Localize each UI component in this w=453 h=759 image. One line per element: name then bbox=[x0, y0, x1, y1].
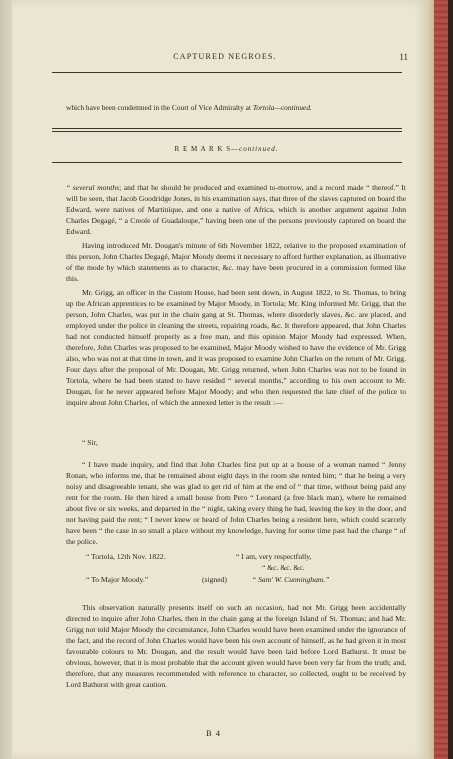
paragraph-3 bbox=[66, 287, 406, 409]
remarks-heading-italic: continued. bbox=[239, 145, 279, 153]
paragraph-4 bbox=[66, 602, 406, 690]
paragraph-2-text: Having introduced Mr. Dougan's minute of 6th November 1822, relative to the proposed examination of this person, John Charles Degagé, Major Moody deems it necessary to afford further explanation, as illustrative of the mode by which statements as to character, &c. may have been procured in a commission formed like this. bbox=[66, 241, 406, 284]
continued-line-text: which have been condemned in the Court of Vice Admiralty at bbox=[66, 103, 253, 112]
paragraph-1-text: ; and that he should be produced and examined to-morrow, and a record made “ thereof.” It will be seen, that Jacob Goodridge Jones, in his examination says, that three of the slaves captured on board the Edward, were natives of Martinique, and one a native of Africa, which is another argument against John Charles Degagé, “ a Creole of Guadaloupe,” having been one of the persons previously captured on board the Edward. bbox=[66, 183, 406, 237]
letter-sign-row-3 bbox=[66, 574, 406, 585]
letter-etc: “ &c. &c. &c. bbox=[262, 563, 305, 573]
letter-closing: “ I am, very respectfully, bbox=[236, 552, 312, 562]
paragraph-3-text: Mr. Grigg, an officer in the Custom House, had been sent down, in August 1822, to St. Thomas, to bring up the African apprentices to be examined by Major Moody, in Tortola; Mr. King informed Mr. Grigg, that the person, John Charles, was put in the chain gang at St. Thomas, where disorderly slaves, &c. are placed, and employed under the police in cleaning the streets, repairing roads, &c. It therefore appeared, that John Charles had not conducted himself properly as a free man, and this opinion Major Moody had expressed. When, therefore, John Charles was proposed to be examined, Major Moody wished to have the evidence of Mr. Grigg also, who was not at that time in town, and it was proposed to examine John Charles on the return of Mr. Grigg. Four days after the proposal of Mr. Dougan, Mr. Grigg returned, when John Charles was not to be found in Tortola, where he had been stated to have resided “ several months,” according to his own account to Mr. Dougan, for he never appeared before Major Moody; and who then requested the late chief of the police to inquire about John Charles, of which the annexed letter is the result :— bbox=[66, 288, 406, 408]
paragraph-4-text: This observation naturally presents itself on such an occasion, had not Mr. Grigg been accidentally directed to inquire after John Charles, then in the chain gang at the foreign Island of St. Thomas; and had Mr. Grigg not told Major Moody the circumstance, John Charles would have been examined under the ignorance of the fact, and the record of John Charles would have been his own account of himself, as he had given it in most favourable colours to Mr. Dougan, and the result would have been laid before Lord Bathurst. It must be obvious, however, that it is most probable that the account given would have been very far from the truth; and, therefore, that any measures recommended with reference to character, so collected, ought to be received by Lord Bathurst with great caution. bbox=[66, 603, 406, 690]
letter-addressee: “ To Major Moody.” bbox=[86, 574, 149, 584]
section-rule bbox=[52, 128, 402, 129]
letter-sign-row-2 bbox=[66, 562, 406, 573]
paragraph-2 bbox=[66, 240, 406, 284]
page-header bbox=[40, 52, 410, 66]
background-edge bbox=[448, 0, 453, 759]
header-rule bbox=[52, 72, 402, 73]
letter-body: “ I have made inquiry, and find that John Charles first put up at a house of a woman named “ Jenny Ronan, who informs me, that he remained about eight days in the room she rented him; “ that he being a very noisy and disagreeable tenant, she was glad to get rid of him at the end of “ that time, without being paid any rent for the room. He then hired a small house from Pero “ Leonard (a free black man), where he remained about five or six weeks, and departed in the “ night, taking every thing he had, leaving the key in the door, and not having paid the rent; “ I never knew or heard of John Charles being a resident here, which could scarcely have been “ the case in so small a place without my knowledge, having for some time past had the charge “ of the police. bbox=[66, 460, 406, 547]
letter-signed: (signed) bbox=[202, 574, 227, 584]
paragraph-1 bbox=[66, 182, 406, 237]
continued-line-italic: Tortola—continued. bbox=[252, 103, 312, 112]
remarks-rule bbox=[52, 162, 402, 163]
letter-salutation: “ Sir, bbox=[82, 438, 98, 447]
book-cover-edge bbox=[434, 0, 448, 759]
continued-line bbox=[66, 103, 312, 112]
running-head: CAPTURED NEGROES. bbox=[173, 52, 277, 61]
remarks-heading-label: R E M A R K S— bbox=[174, 145, 240, 153]
letter-sign-row-1 bbox=[66, 551, 406, 562]
letter bbox=[66, 437, 406, 585]
letter-signatory: “ Sam' W. Cunningham.” bbox=[252, 574, 330, 584]
signature-mark: B 4 bbox=[206, 728, 222, 738]
remarks-heading bbox=[0, 145, 453, 153]
letter-place-date: “ Tortola, 12th Nov. 1822. bbox=[86, 552, 166, 562]
paragraph-1-lead: “ several months bbox=[66, 183, 120, 192]
page-number: 11 bbox=[399, 52, 408, 62]
